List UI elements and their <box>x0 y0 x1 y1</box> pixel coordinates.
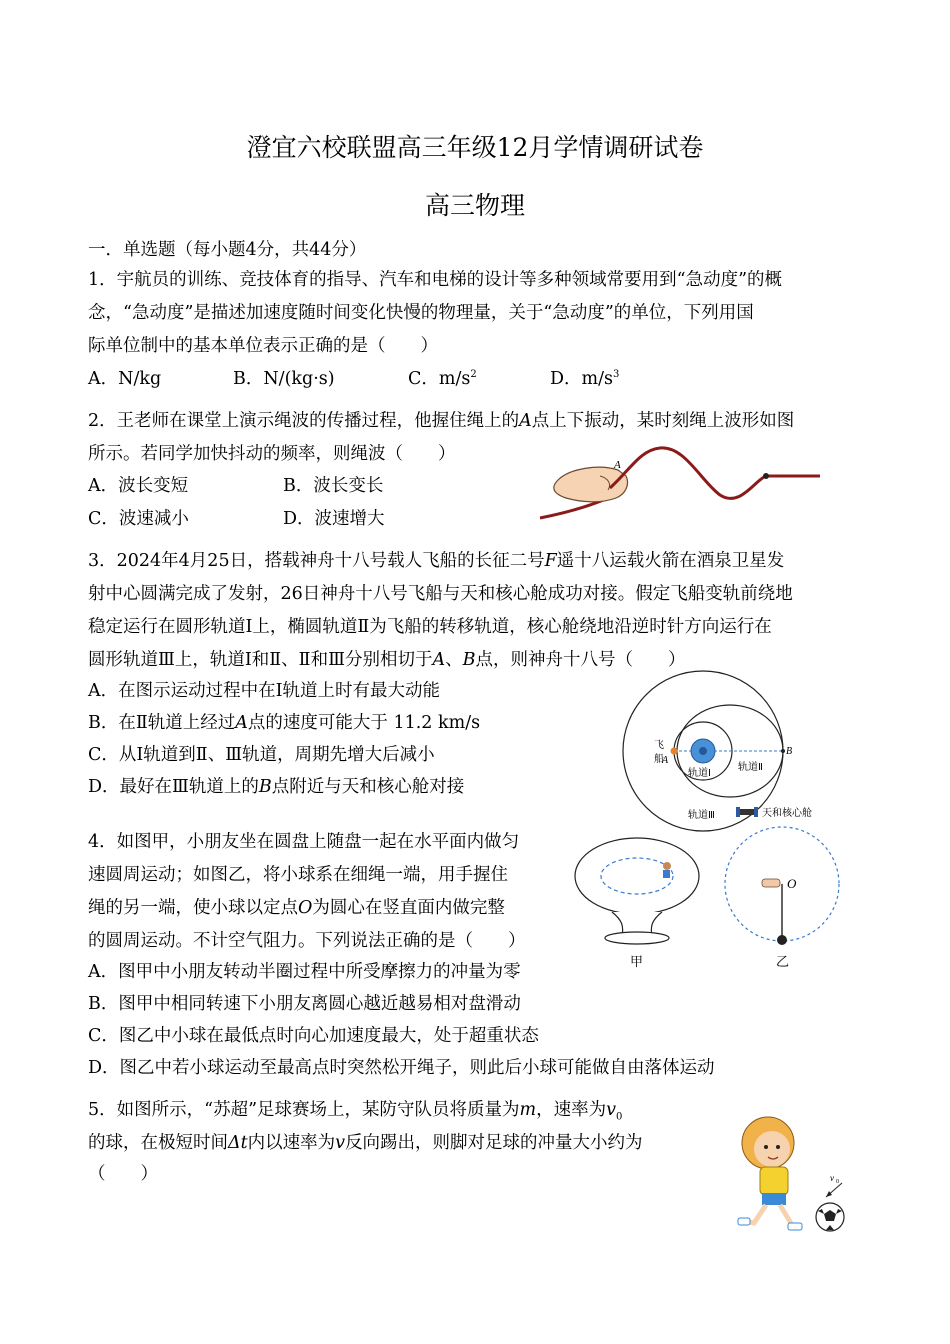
svg-text:轨道Ⅲ: 轨道Ⅲ <box>688 810 715 821</box>
boy-icon <box>738 1117 802 1230</box>
rope-point-label: A <box>614 459 621 471</box>
q4-option-d: D．图乙中若小球运动至最高点时突然松开绳子，则此后小球可能做自由落体运动 <box>88 1058 715 1078</box>
section-heading: 一．单选题（每小题4分，共44分） <box>88 240 367 260</box>
q4-line2: 速圆周运动；如图乙，将小球系在细绳一端，用手握住 <box>88 865 508 885</box>
ball-icon <box>777 935 787 945</box>
q1-option-d: D．$m/s^3$ <box>550 369 620 389</box>
hand-shape <box>554 467 628 502</box>
svg-text:A: A <box>662 755 669 766</box>
child-icon <box>663 862 671 878</box>
rope-wave <box>610 448 820 499</box>
svg-text:乙: 乙 <box>776 955 790 970</box>
q4-line1: 4．如图甲，小朋友坐在圆盘上随盘一起在水平面内做匀 <box>88 832 520 852</box>
q1-option-a: A．N/kg <box>88 369 162 389</box>
q3-option-d: D．最好在Ⅲ轨道上的B点附近与天和核心舱对接 <box>88 777 465 797</box>
q4-option-c: C．图乙中小球在最低点时向心加速度最大，处于超重状态 <box>88 1026 539 1046</box>
q3-line2: 射中心圆满完成了发射，26日神舟十八号飞船与天和核心舱成功对接。假定飞船变轨前绕地 <box>88 584 793 604</box>
q3-option-c: C．从Ⅰ轨道到Ⅱ、Ⅲ轨道，周期先增大后减小 <box>88 745 435 765</box>
q3-line1: 3．2024年4月25日，搭载神舟十八号载人飞船的长征二号F遥十八运载火箭在酒泉卫星发 <box>88 551 785 571</box>
q2-option-b: B．波长变长 <box>283 476 384 496</box>
q1-line1: 1．宇航员的训练、竞技体育的指导、汽车和电梯的设计等多种领域常要用到“急动度”的概 <box>88 270 783 290</box>
q2-option-c: C．波速减小 <box>88 509 189 529</box>
svg-text:天和核心舱: 天和核心舱 <box>762 808 812 819</box>
q3-line3: 稳定运行在圆形轨道Ⅰ上，椭圆轨道Ⅱ为飞船的转移轨道，核心舱绕地沿逆时针方向运行在 <box>88 617 772 637</box>
q1-option-c: C．$m/s^2$ <box>408 369 477 389</box>
q2-option-a: A．波长变短 <box>88 476 189 496</box>
q2-line2: 所示。若同学加快抖动的频率，则绳波（ ） <box>88 444 456 464</box>
q2-option-d: D．波速增大 <box>283 509 385 529</box>
hand-icon <box>762 879 780 887</box>
svg-text:O: O <box>787 876 797 891</box>
soccer-ball-icon <box>816 1203 844 1231</box>
svg-text:0: 0 <box>836 1179 839 1185</box>
q5-line3: （ ） <box>88 1164 158 1184</box>
disc-figure <box>572 828 712 973</box>
q5-line1: 5．如图所示，“苏超”足球赛场上，某防守队员将质量为m，速率为$v_0$ <box>88 1100 623 1123</box>
q5-line2: 的球，在极短时间Δt内以速率为v反向踢出，则脚对足球的冲量大小约为 <box>88 1133 643 1153</box>
svg-text:B: B <box>786 746 793 757</box>
q3-line4: 圆形轨道Ⅲ上，轨道Ⅰ和Ⅱ、Ⅱ和Ⅲ分别相切于A、B点，则神舟十八号（ ） <box>88 650 686 670</box>
space-station-icon <box>736 807 758 817</box>
q4-line4: 的圆周运动。不计空气阻力。下列说法正确的是（ ） <box>88 931 526 951</box>
svg-text:轨道Ⅱ: 轨道Ⅱ <box>738 762 763 773</box>
spaceship-icon <box>671 748 678 755</box>
subject-title: 高三物理 <box>424 191 525 220</box>
orbit-figure <box>618 676 838 826</box>
q2-line1: 2．王老师在课堂上演示绳波的传播过程，他握住绳上的A点上下振动，某时刻绳上波形如图 <box>88 411 795 431</box>
svg-text:飞: 飞 <box>654 740 664 751</box>
q4-line3: 绳的另一端，使小球以定点O为圆心在竖直面内做完整 <box>88 898 505 918</box>
q4-option-a: A．图甲中小朋友转动半圈过程中所受摩擦力的冲量为零 <box>88 962 521 982</box>
exam-title: 澄宜六校联盟高三年级12月学情调研试卷 <box>246 133 704 162</box>
soccer-figure <box>730 1105 860 1245</box>
q4-option-b: B．图甲中相同转速下小朋友离圆心越近越易相对盘滑动 <box>88 994 521 1014</box>
q1-line3: 际单位制中的基本单位表示正确的是（ ） <box>88 336 438 356</box>
svg-text:甲: 甲 <box>630 955 644 970</box>
vertical-circle-figure <box>722 826 842 971</box>
svg-text:船: 船 <box>654 754 664 765</box>
q3-option-a: A．在图示运动过程中在Ⅰ轨道上时有最大动能 <box>88 681 441 701</box>
svg-text:轨道Ⅰ: 轨道Ⅰ <box>688 768 711 779</box>
q1-option-b: B．N/(kg·s) <box>233 369 335 389</box>
q1-line2: 念，“急动度”是描述加速度随时间变化快慢的物理量，关于“急动度”的单位，下列用国 <box>88 303 754 323</box>
q3-option-b: B．在Ⅱ轨道上经过A点的速度可能大于 11.2 km/s <box>88 713 481 733</box>
rope-wave-figure <box>530 440 830 530</box>
svg-text:v: v <box>830 1173 834 1183</box>
